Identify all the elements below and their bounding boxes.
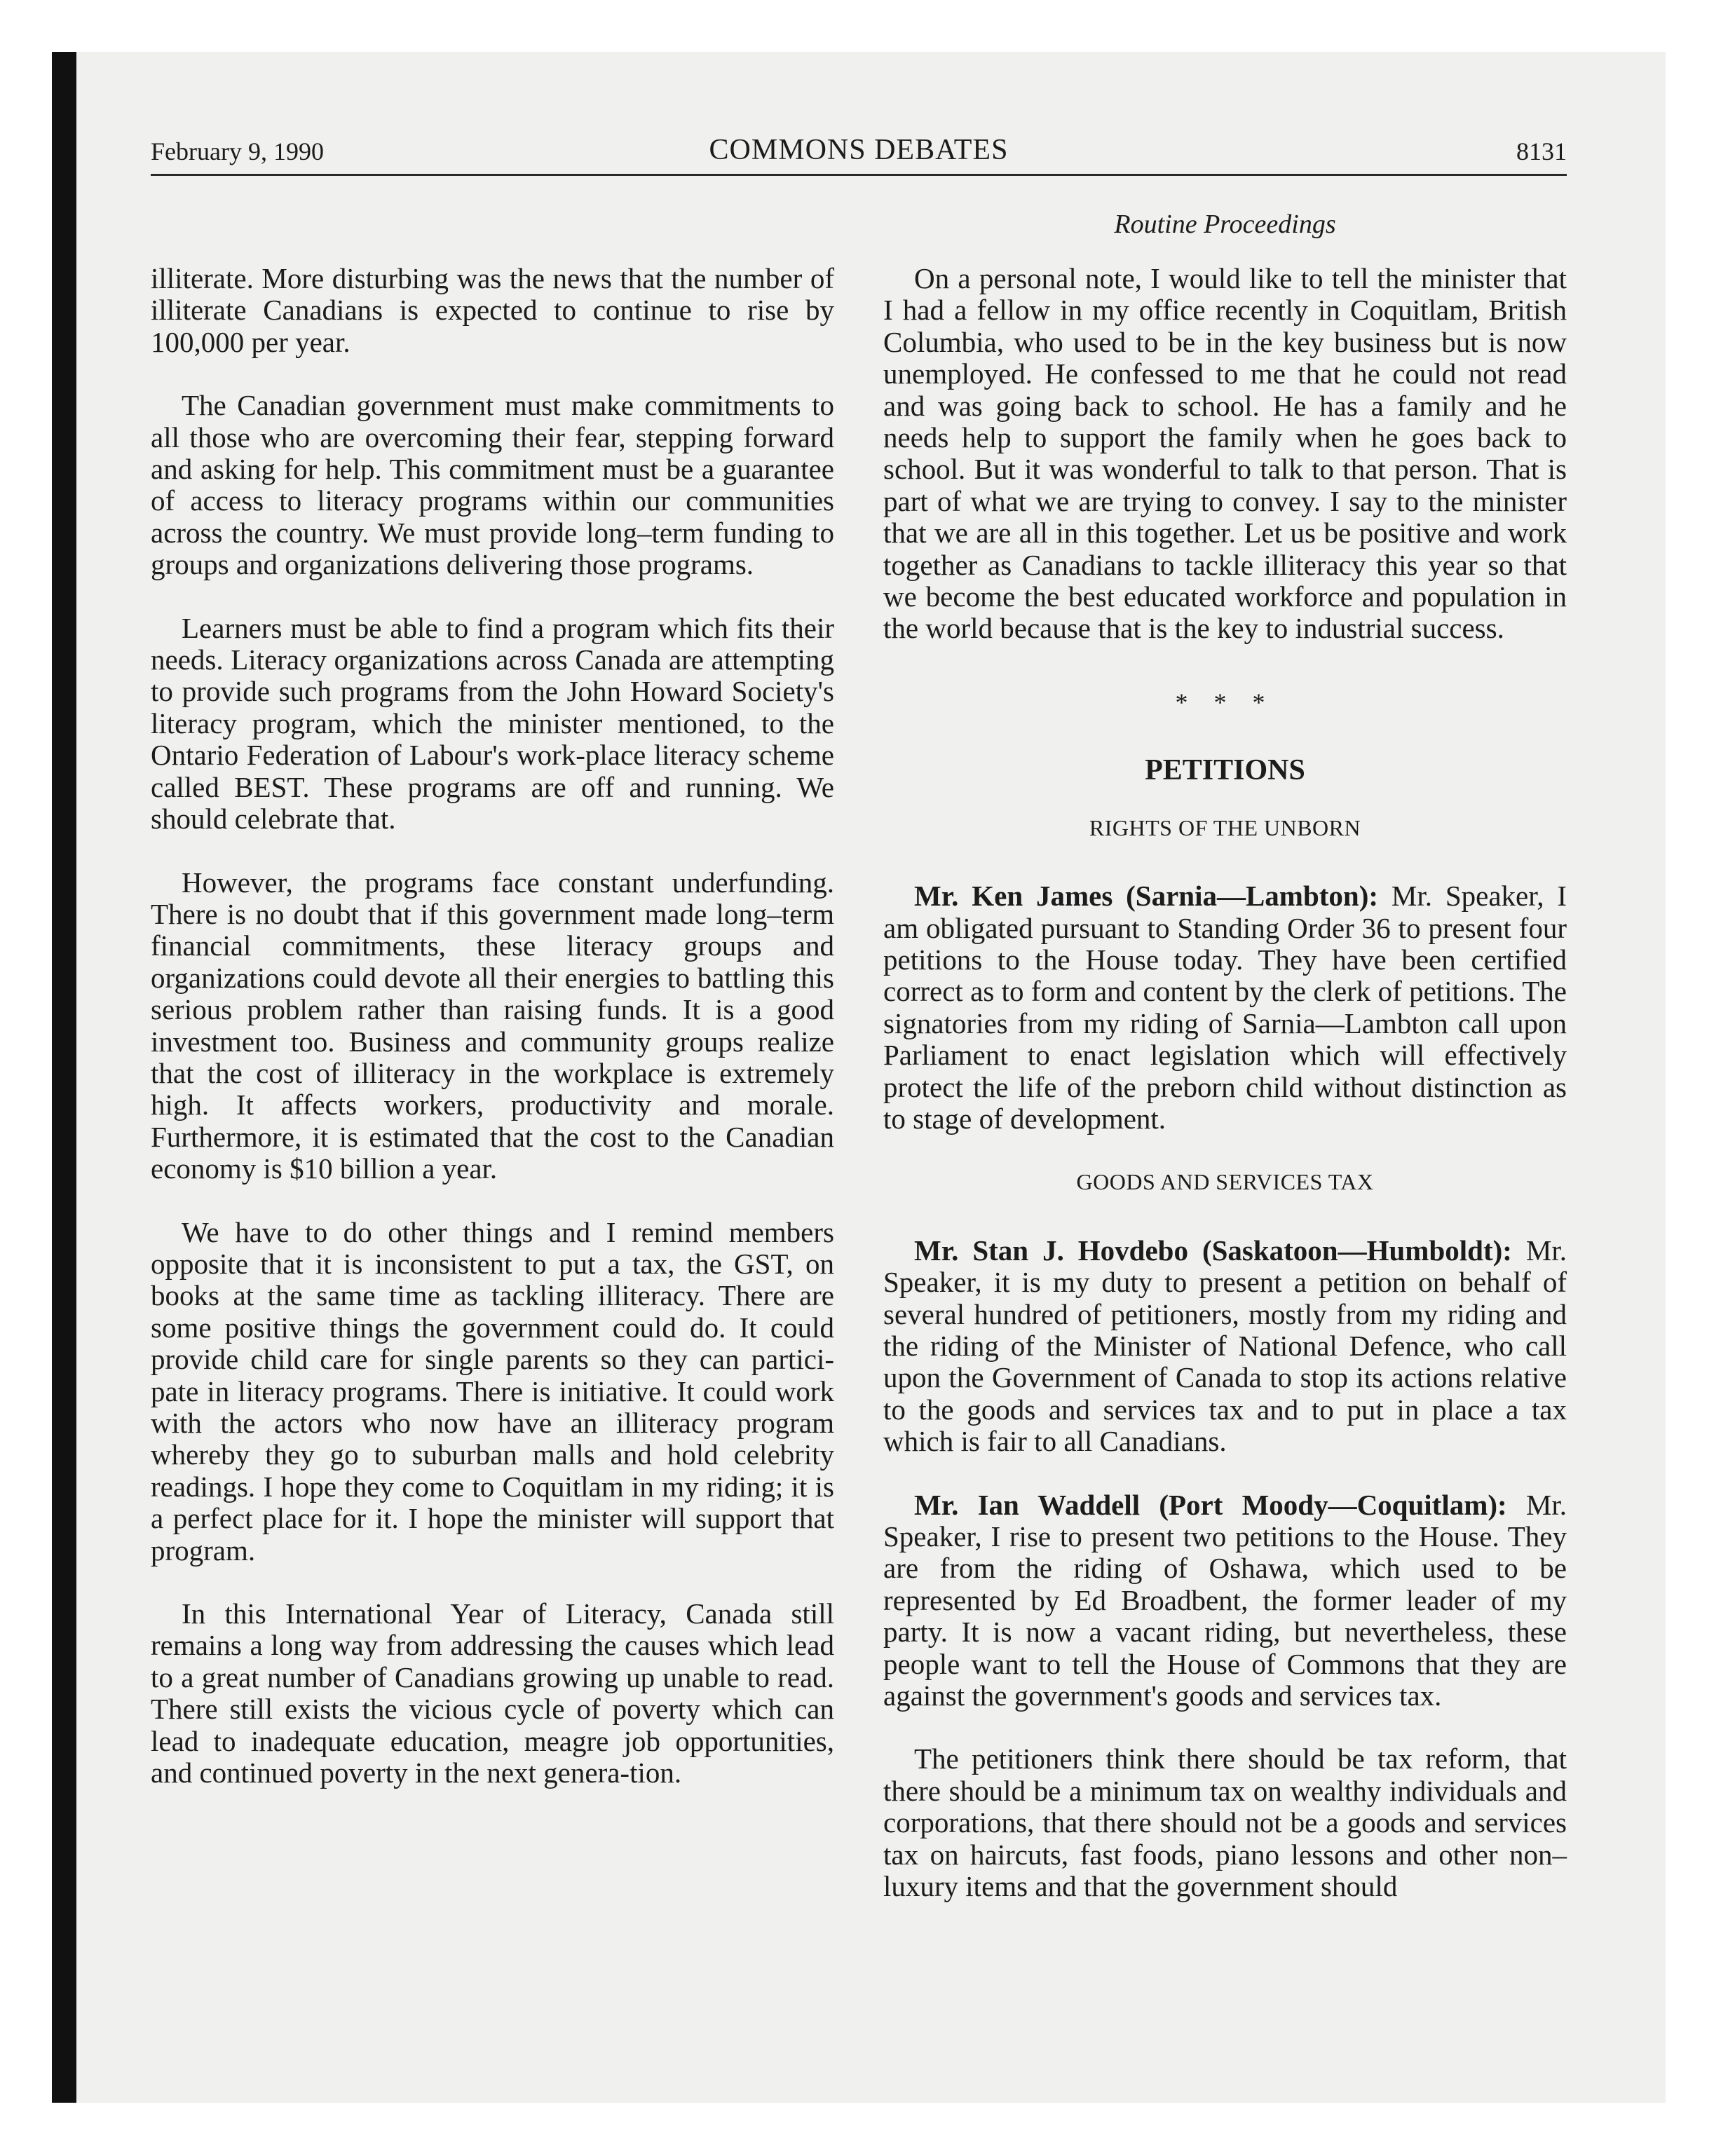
page-number: 8131 xyxy=(1516,137,1567,165)
paragraph: Learners must be able to find a program which fits their needs. Literacy organizations across Canada are attempting to provide such programs from the John Howard Society's literacy program, which the minister mentioned, to the Ontario Federation of Labour's work-place literacy scheme called BEST. These programs are off and running. We should celebrate that. xyxy=(151,611,834,835)
speech-text: Mr. Speaker, it is my duty to present a petition on behalf of several hundred of petitioners, mostly from my riding and the riding of the Minister of National Defence, who call upon the Government of Canada to stop its actions relative to the goods and services tax and to put in place a tax which is fair to all Canadians. xyxy=(883,1234,1567,1458)
paragraph xyxy=(883,880,1567,1135)
paragraph: We have to do other things and I remind members opposite that it is inconsistent to put a tax, the GST, on books at the same time as tackling illiteracy. There are some positive things the government could do. It could provide child care for single parents so they can partici-pate in literacy programs. There is initiative. It could work with the actors who now have an illiteracy program whereby they go to suburban malls and hold celebrity readings. I hope they come to Coquitlam in my riding; it is a perfect place for it. I hope the minister will support that program. xyxy=(151,1215,834,1567)
speech-text: Mr. Speaker, I rise to present two petitions to the House. They are from the riding of Oshawa, which used to be represented by Ed Broadbent, the former leader of my party. It is now a vacant riding, but nevertheless, these people want to tell the House of Commons that they are against the government's goods and services tax. xyxy=(883,1488,1567,1712)
subheading: GOODS AND SERVICES TAX xyxy=(1076,1169,1374,1195)
speech-text: Mr. Speaker, I am obligated pursuant to Standing Order 36 to present four petitions to the House today. They have been certified correct as to form and content by the clerk of petitions. The signatories from my riding of Sarnia—Lambton call upon Parliament to enact legislation which will effectively protect the life of the preborn child without distinction as to stage of development. xyxy=(883,880,1567,1135)
paragraph: The Canadian government must make commitments to all those who are overcoming their fear, stepping forward and asking for help. This commitment must be a guarantee of access to literacy programs within our communities across the country. We must provide long–term funding to groups and organizations delivering those programs. xyxy=(151,389,834,581)
section-label: Routine Proceedings xyxy=(1114,210,1336,239)
paragraph: On a personal note, I would like to tell the minister that I had a fellow in my office recently in Coquitlam, British Columbia, who used to be in the key business but is now unemployed. He confessed to me that he could not read and was going back to school. He has a family and he needs help to support the family when he goes back to school. But it was wonderful to talk to that person. That is part of what we are trying to convey. I say to the minister that we are all in this together. Let us be positive and work together as Canadians to tackle illiteracy this year so that we become the best educated workforce and population in the world because that is the key to industrial success. xyxy=(883,262,1567,645)
subheading: RIGHTS OF THE UNBORN xyxy=(1089,814,1361,840)
binding-edge xyxy=(52,52,76,2103)
right-column xyxy=(883,263,1567,1934)
page-header xyxy=(151,132,1567,176)
paragraph: However, the programs face constant underfunding. There is no doubt that if this government made long–term financial commitments, these literacy groups and organizations could devote all their energies to battling this serious problem rather than raising funds. It is a good investment too. Business and community groups realize that the cost of illiteracy in the workplace is extremely high. It affects workers, productivity and morale. Furthermore, it is estimated that the cost to the Canadian economy is $10 billion a year. xyxy=(151,866,834,1185)
section-separator: * * * xyxy=(1175,688,1275,716)
left-column xyxy=(151,263,834,1820)
section-heading: PETITIONS xyxy=(1145,754,1305,787)
paragraph: illiterate. More disturbing was the news that the number of illiterate Canadians is expected to continue to rise by 100,000 per year. xyxy=(151,262,834,358)
paragraph xyxy=(883,1489,1567,1712)
speaker-name: Mr. Ian Waddell (Port Moody—Coquitlam): xyxy=(914,1488,1507,1521)
paragraph: In this International Year of Literacy, Canada still remains a long way from addressing the causes which lead to a great number of Canadians growing up unable to read. There still exists the vicious cycle of poverty which can lead to inadequate education, meagre job opportunities, and continued poverty in the next genera-tion. xyxy=(151,1597,834,1789)
speaker-name: Mr. Stan J. Hovdebo (Saskatoon—Humboldt): xyxy=(914,1234,1512,1267)
paragraph xyxy=(883,1235,1567,1458)
paragraph: The petitioners think there should be tax reform, that there should be a minimum tax on wealthy individuals and corporations, that there should not be a goods and services tax on haircuts, fast foods, piano lessons and other non–luxury items and that the government should xyxy=(883,1742,1567,1903)
header-date: February 9, 1990 xyxy=(151,137,324,165)
speaker-name: Mr. Ken James (Sarnia—Lambton): xyxy=(914,880,1379,913)
header-title: COMMONS DEBATES xyxy=(709,134,1009,166)
